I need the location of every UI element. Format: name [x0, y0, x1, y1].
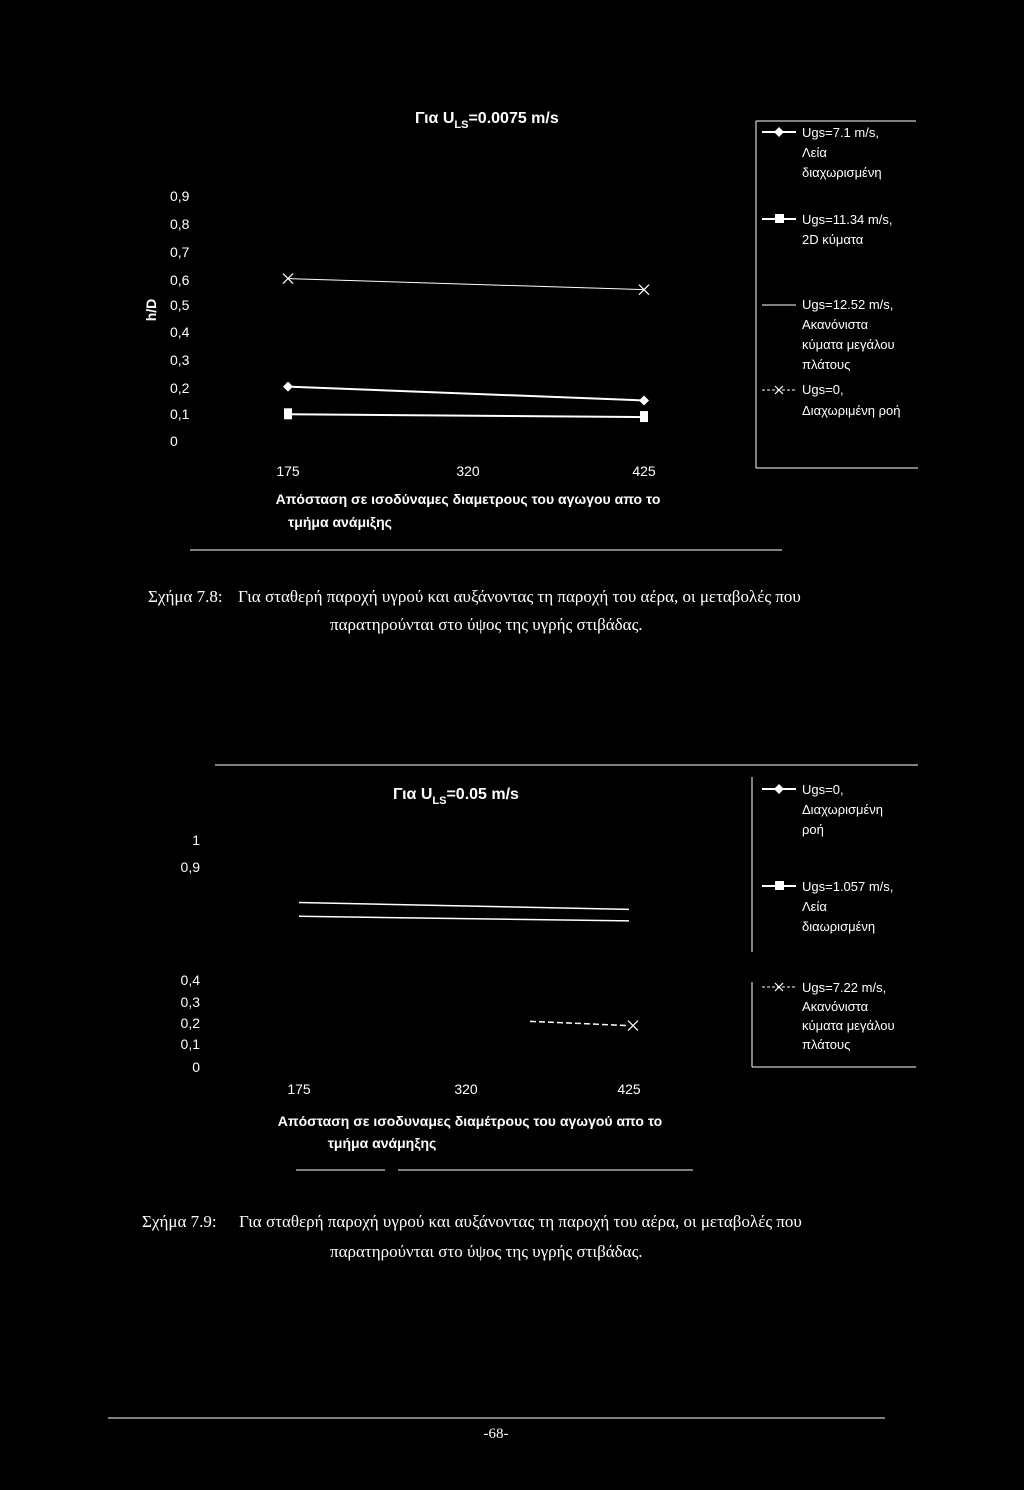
- page-footer: [108, 1418, 885, 1442]
- legend-entry-text: Διαχωρισμένη: [802, 802, 884, 817]
- caption-text: παρατηρούνται στο ύψος της υγρής στιβάδας.: [330, 615, 643, 634]
- data-point-diamond: [639, 395, 649, 405]
- series-line: [530, 1021, 629, 1025]
- caption-7-8: [148, 587, 801, 634]
- legend-entry-text: Ακανόνιστα: [802, 317, 869, 332]
- chart2-x-axis-label-line2: τμήμα ανάμηξης: [327, 1135, 437, 1151]
- legend-diamond-marker: [774, 784, 784, 794]
- data-point-x: [628, 1021, 638, 1031]
- series-line: [288, 387, 644, 401]
- legend-entry-text: Ugs=7.22 m/s,: [802, 980, 887, 995]
- chart1-ytick: 0,6: [170, 272, 190, 288]
- page-number: -68-: [483, 1426, 509, 1442]
- chart-7-8: [143, 110, 918, 550]
- data-point-square: [284, 408, 292, 419]
- chart2-xtick: 175: [287, 1081, 311, 1097]
- chart2-ytick: 1: [192, 832, 200, 848]
- series-line: [288, 414, 644, 417]
- chart2-plot-area: [299, 903, 638, 1031]
- legend-entry-text: κύματα μεγάλου: [802, 337, 895, 352]
- legend-entry-text: Ugs=11.34 m/s,: [802, 212, 893, 227]
- chart2-title: Για $U_{LS}=0.05$ m/s: [393, 786, 519, 807]
- chart2-legend: [752, 777, 916, 1067]
- chart1-ytick: 0,5: [170, 297, 190, 313]
- chart2-ytick: 0,9: [180, 859, 200, 875]
- chart2-x-axis-label: Απόσταση σε ισοδυναμες διαμέτρους του αγωγού απο το: [277, 1113, 663, 1129]
- legend-entry-text: Λεία: [802, 145, 827, 160]
- legend-entry-text: Ugs=0,: [802, 382, 844, 397]
- chart2-ytick: 0,4: [180, 972, 200, 988]
- caption-7-9: [142, 1212, 802, 1261]
- chart2-ytick: 0,3: [180, 994, 200, 1010]
- series-line: [299, 903, 629, 910]
- chart1-y-ticks: [170, 188, 190, 449]
- legend-entry-text: Ακανόνιστα: [802, 999, 869, 1014]
- chart2-y-ticks: [181, 832, 201, 1075]
- legend-diamond-marker: [774, 127, 784, 137]
- chart2-x-ticks: [287, 1081, 641, 1097]
- chart2-xtick: 320: [454, 1081, 478, 1097]
- legend-entry-text: Διαχωριμένη ροή: [802, 403, 901, 418]
- caption-text: Για σταθερή παροχή υγρού και αυξάνοντας τη παροχή του αέρα, οι μεταβολές που: [238, 587, 801, 606]
- legend-entry-text: Ugs=12.52 m/s,: [802, 297, 894, 312]
- chart1-x-axis-label-line2: τμήμα ανάμιξης: [288, 514, 392, 530]
- chart1-y-axis-label: h/D: [143, 298, 159, 322]
- legend-x-marker: [775, 983, 783, 991]
- legend-square-marker: [775, 214, 784, 223]
- chart1-ytick: 0,4: [170, 324, 190, 340]
- legend-square-marker: [775, 881, 784, 890]
- data-point-diamond: [283, 382, 293, 392]
- series-line: [288, 279, 644, 290]
- caption-label: Σχήμα 7.8:: [148, 587, 223, 606]
- legend-entry-text: διαωρισμένη: [802, 919, 876, 934]
- chart1-ytick: 0,3: [170, 352, 190, 368]
- legend-entry-text: κύματα μεγάλου: [802, 1018, 895, 1033]
- chart2-ytick: 0,1: [180, 1036, 200, 1052]
- chart1-legend: [756, 121, 918, 468]
- chart1-xtick: 320: [456, 463, 480, 479]
- chart1-ytick: 0,2: [170, 380, 190, 396]
- chart1-ytick: 0,1: [170, 406, 190, 422]
- caption-text: Για σταθερή παροχή υγρού και αυξάνοντας τη παροχή του αέρα, οι μεταβολές που: [239, 1212, 802, 1231]
- data-point-square: [640, 411, 648, 422]
- legend-entry-text: Ugs=7.1 m/s,: [802, 125, 879, 140]
- chart2-ytick: 0,2: [180, 1015, 200, 1031]
- chart1-plot-area: [283, 274, 649, 423]
- chart1-title: Για $U_{LS}=0.0075$ m/s: [415, 110, 559, 131]
- chart-7-9: [181, 765, 918, 1170]
- chart1-x-ticks: [276, 463, 656, 479]
- chart1-ytick: 0,9: [170, 188, 190, 204]
- chart1-ytick: 0: [170, 433, 178, 449]
- caption-text: παρατηρούνται στο ύψος της υγρής στιβάδας.: [330, 1242, 643, 1261]
- legend-entry-text: πλάτους: [802, 357, 851, 372]
- chart1-ytick: 0,8: [170, 216, 190, 232]
- legend-x-marker: [775, 386, 783, 394]
- chart1-ytick: 0,7: [170, 244, 190, 260]
- legend-entry-text: Ugs=0,: [802, 782, 844, 797]
- chart2-ytick: 0: [192, 1059, 200, 1075]
- legend-entry-text: Ugs=1.057 m/s,: [802, 879, 894, 894]
- chart1-x-axis-label: Απόσταση σε ισοδύναμες διαμετρους του αγωγου απο το: [275, 491, 661, 507]
- legend-entry-text: διαχωρισμένη: [802, 165, 882, 180]
- caption-label: Σχήμα 7.9:: [142, 1212, 217, 1231]
- chart1-xtick: 175: [276, 463, 300, 479]
- legend-entry-text: πλάτους: [802, 1037, 851, 1052]
- chart1-xtick: 425: [632, 463, 656, 479]
- legend-entry-text: 2D κύματα: [802, 232, 864, 247]
- chart2-xtick: 425: [617, 1081, 641, 1097]
- legend-entry-text: ροή: [802, 822, 824, 837]
- series-line: [299, 916, 629, 921]
- legend-entry-text: Λεία: [802, 899, 827, 914]
